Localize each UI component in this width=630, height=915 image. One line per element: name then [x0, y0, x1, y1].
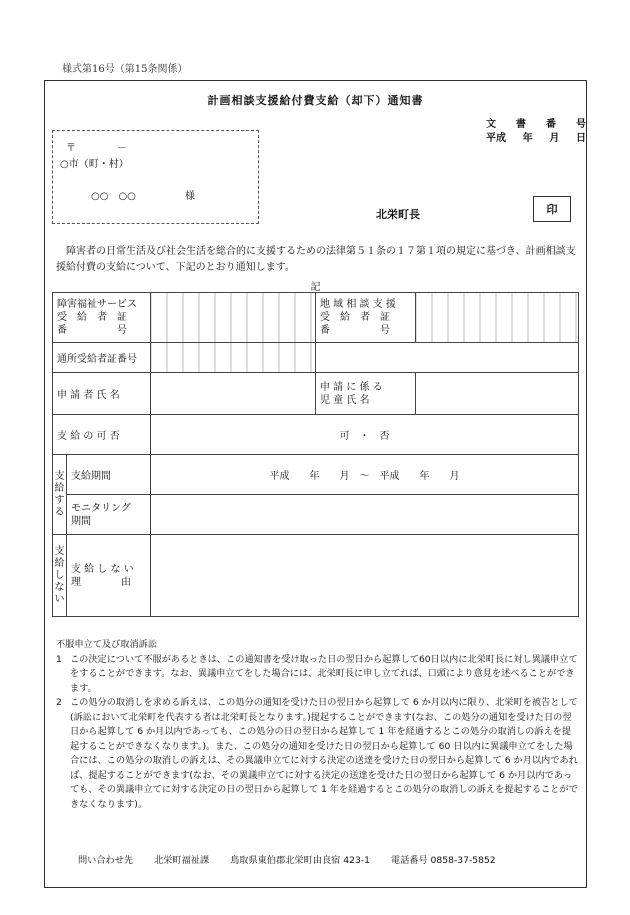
empty-cell [316, 343, 579, 373]
list-item: 2 この処分の取消しを求める訴えは、この処分の通知を受けた日の翌日から起算して 6 か月以内に限り、北栄町を被告として(訴訟において北栄町を代表する者は北栄町長となります。)提起することができます(なお、この処分の通知を受けた日の翌日から起算して 6 か月以内であっても、この処分の日の翌日から起算して 1 年を経過するとこの処分の取消しの訴えを提起することができなくなります。)。また、この処分の通知を受けた日の翌日から起算して 60 日以内に異議申立てをした場合には、この処分の取消しの訴えは、その異議申立てに対する決定の送達を受けた日の翌日から起算して 6 か月以内であれば、提起することができます(なお、その異議申立てに対する決定の送達を受けた日の翌日から起算して 6 か月以内であっても、その異議申立てに対する決定の日の翌日から起算して 1 年を経過するとこの処分の取消しの訴えを提起することができなくなります)。 [56, 697, 578, 810]
child-name-field[interactable] [416, 373, 579, 415]
contact-address: 鳥取県東伯郡北栄町由良宿 423-1 [230, 855, 370, 866]
regional-cert-number-field[interactable] [416, 293, 579, 343]
approval-value[interactable]: 可 ・ 否 [151, 415, 579, 455]
document-meta [486, 118, 586, 146]
details-table [52, 292, 579, 617]
appeal-notes [56, 638, 580, 812]
recipient-address-box [52, 130, 259, 224]
grant-group-label: 支 給 す る [53, 455, 67, 535]
notes-heading: 不服申立て及び取消訴訟 [56, 639, 158, 650]
intro-paragraph: 障害者の日常生活及び社会生活を総合的に支援するための法律第５１条の１７第１項の規定に基づき、計画相談支援給付費の支給について、下記のとおり通知します。 [56, 246, 576, 273]
table-row [53, 455, 579, 495]
regional-cert-label: 地 域 相 談 支 援 受 給 者 証 番 号 [316, 293, 416, 343]
contact-info [78, 852, 514, 866]
period-label: 支給期間 [67, 455, 151, 495]
postal-dash: － [117, 143, 127, 154]
day-cert-number-field[interactable] [151, 343, 316, 373]
day-cert-label: 通所受給者証番号 [53, 343, 151, 373]
monitoring-label: モニタリング 期間 [67, 495, 151, 535]
ki-heading: 記 [310, 282, 321, 293]
table-row [53, 495, 579, 535]
official-seal-box: 印 [533, 196, 571, 222]
form-number-label: 様式第16号（第15条関係） [62, 64, 188, 75]
doc-number-row: 文 書 番 号 [486, 119, 586, 130]
postal-mark: 〒 [66, 143, 76, 154]
child-name-label: 申 請 に 係 る 児 童 氏 名 [316, 373, 416, 415]
nogrant-group-label: 支 給 し な い [53, 535, 67, 617]
list-item: 1 この決定について不服があるときは、この通知書を受け取った日の翌日から起算して60日以内に北栄町長に対し異議申立てをすることができます。なお、異議申立てをした場合には、北栄町長に申し立てれば、口頭により意見を述べることができます。 [56, 653, 578, 694]
table-row [53, 293, 579, 343]
applicant-name-field[interactable] [151, 373, 316, 415]
table-row [53, 343, 579, 373]
contact-dept: 北栄町福祉課 [154, 855, 210, 866]
recipient-honorific: 様 [185, 191, 195, 202]
contact-label: 問い合わせ先 [78, 855, 134, 866]
approval-label: 支 給 の 可 否 [53, 415, 151, 455]
applicant-name-label: 申 請 者 氏 名 [53, 373, 151, 415]
table-row [53, 415, 579, 455]
recipient-name: ○○ ○○ [91, 191, 136, 202]
monitoring-field[interactable] [151, 495, 579, 535]
recipient-city: ○市（町・村） [60, 159, 129, 170]
contact-phone: 電話番号 0858-37-5852 [390, 855, 496, 866]
reason-field[interactable] [151, 535, 579, 617]
period-value[interactable]: 平成 年 月 ～ 平成 年 月 [151, 455, 579, 495]
table-row [53, 373, 579, 415]
table-row [53, 535, 579, 617]
issuer-name: 北栄町長 [376, 208, 420, 221]
welfare-cert-label: 障害福祉サービス 受 給 者 証 番 号 [53, 293, 151, 343]
reason-label: 支 給 し な い 理 由 [67, 535, 151, 617]
welfare-cert-number-field[interactable] [151, 293, 316, 343]
document-title: 計画相談支援給付費支給（却下）通知書 [207, 94, 424, 107]
date-row: 平成 年 月 日 [486, 133, 586, 144]
